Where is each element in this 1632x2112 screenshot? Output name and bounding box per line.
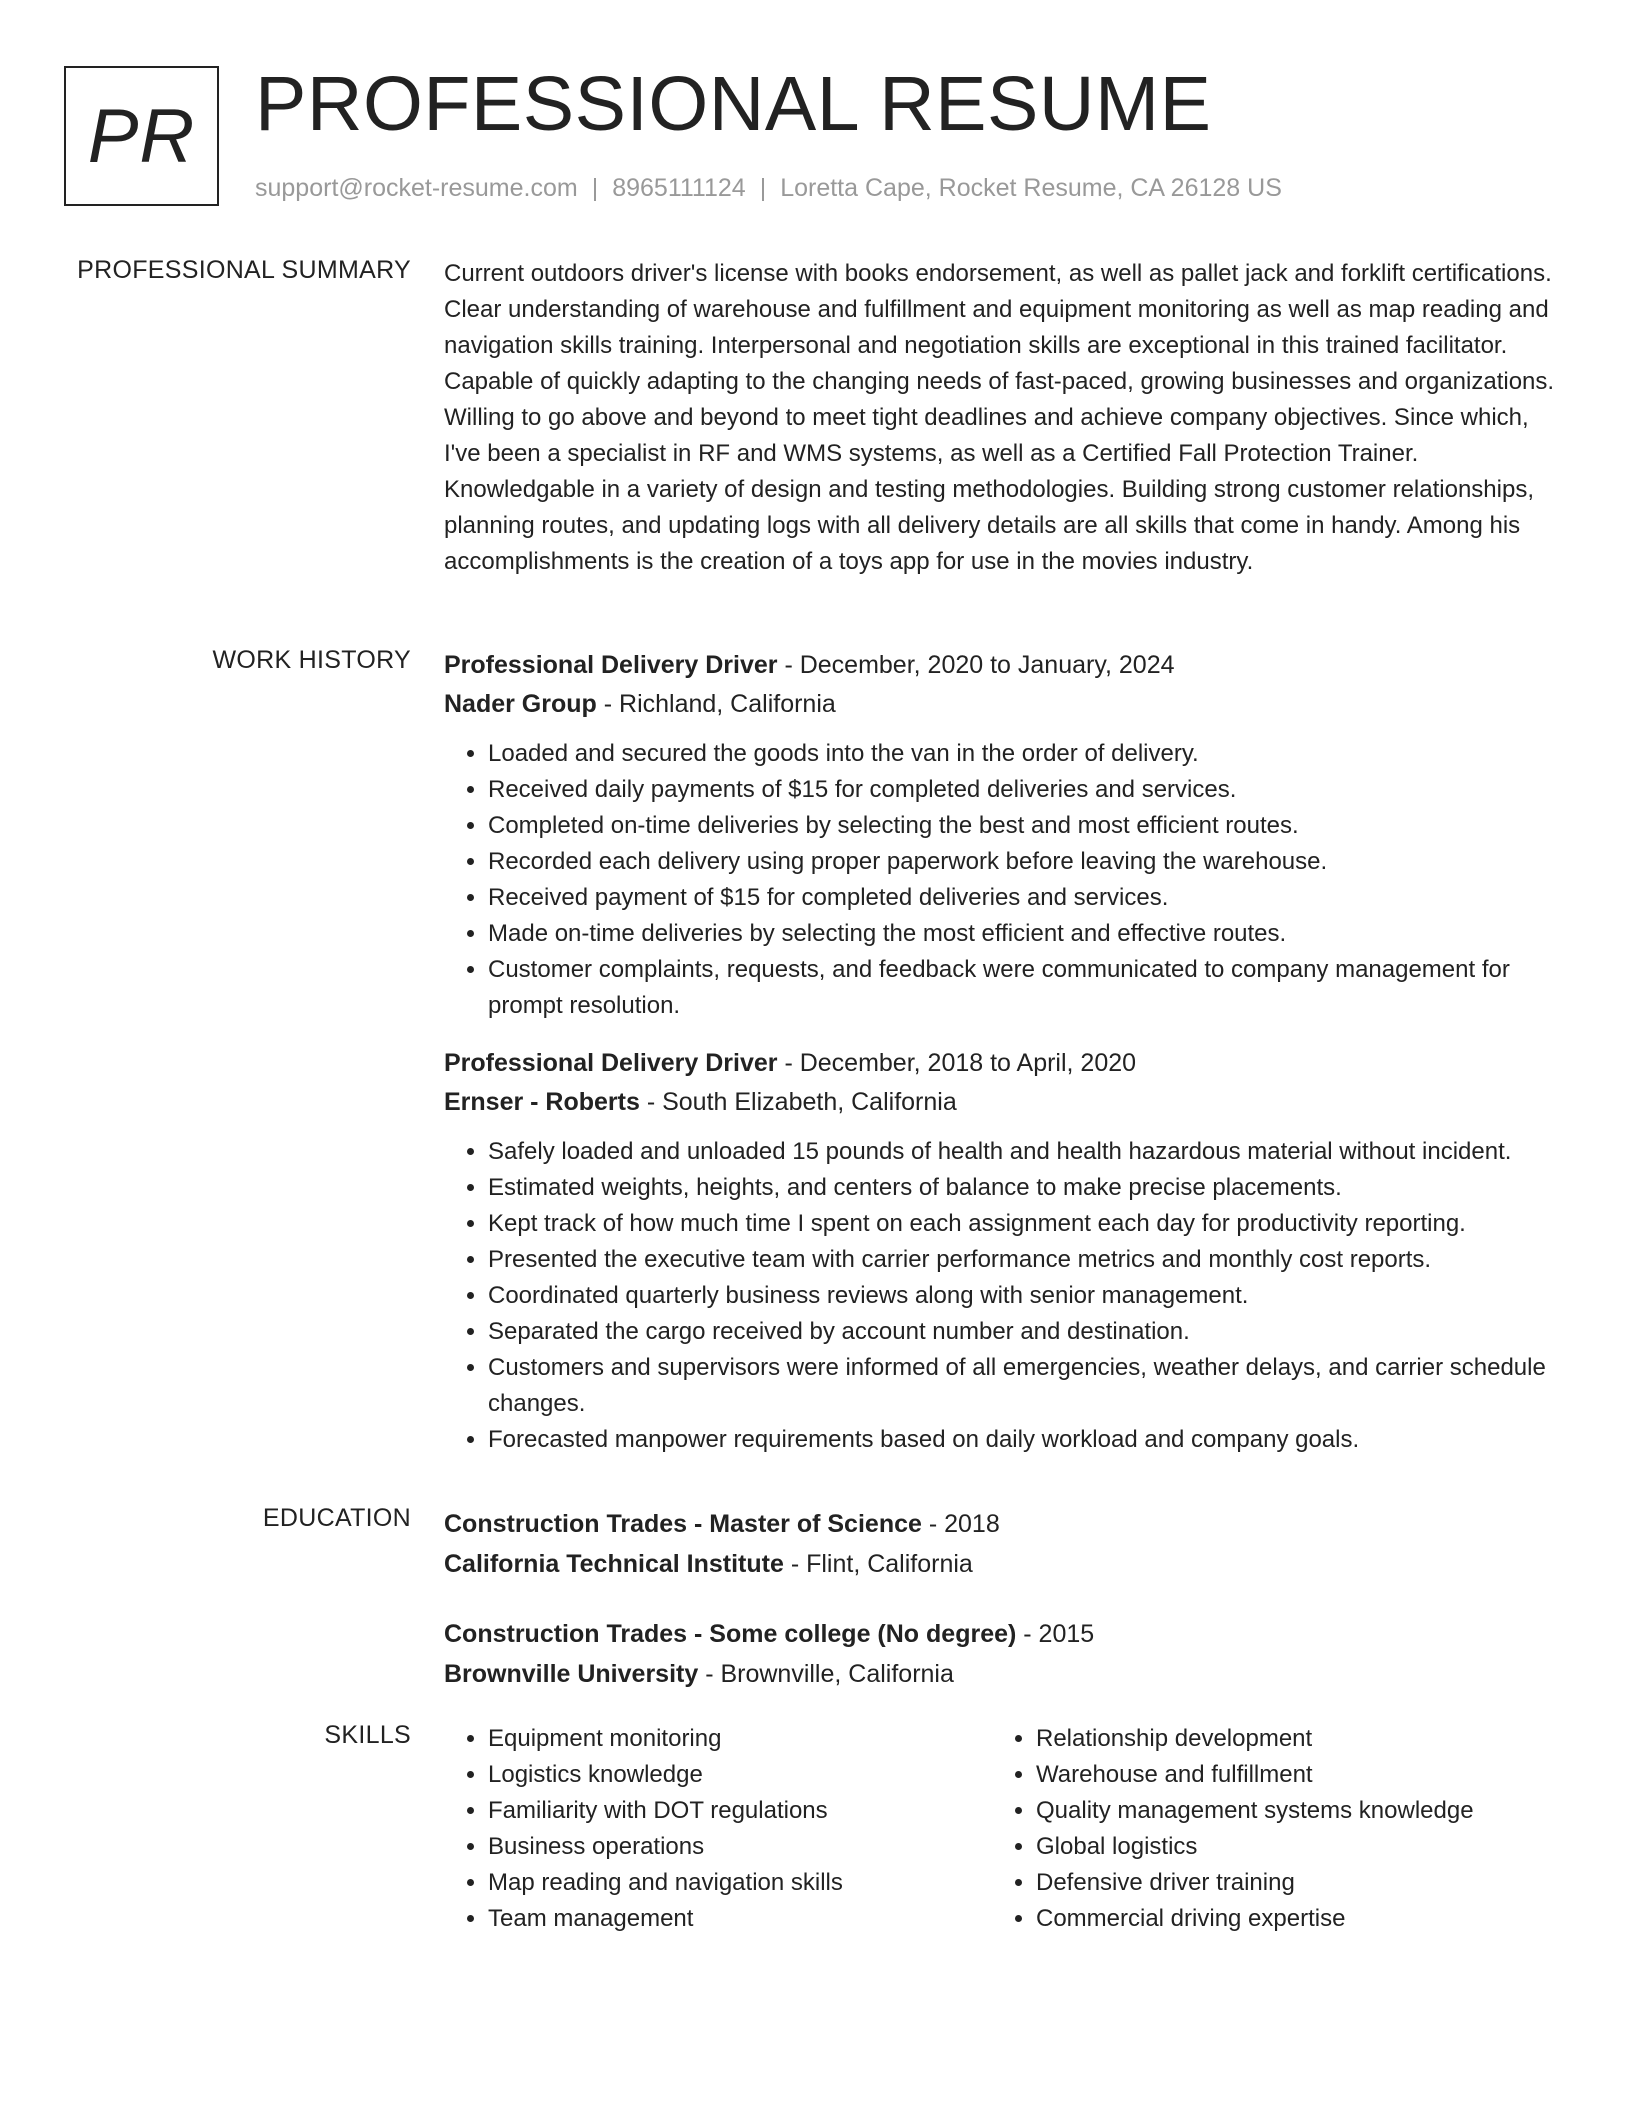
skill-item: • Defensive driver training	[1036, 1865, 1540, 1901]
summary-heading: PROFESSIONAL SUMMARY	[77, 256, 411, 284]
skill-item: • Business operations	[488, 1829, 992, 1865]
resume-title: PROFESSIONAL RESUME	[255, 61, 1212, 147]
job-title: Professional Delivery Driver	[444, 651, 778, 679]
job-company: Nader Group	[444, 690, 597, 718]
skills-heading: SKILLS	[324, 1721, 411, 1749]
education-school: Brownville University	[444, 1660, 699, 1688]
skill-item: • Familiarity with DOT regulations	[488, 1793, 992, 1829]
education-location: - Brownville, California	[698, 1660, 954, 1688]
job-bullet: • Customers and supervisors were informed of all emergencies, weather delays, and carrier schedule changes.	[488, 1350, 1568, 1422]
education-entry	[444, 1504, 1568, 1584]
skill-item: • Team management	[488, 1901, 992, 1937]
education-school-line	[444, 1544, 1568, 1584]
job-title: Professional Delivery Driver	[444, 1049, 778, 1077]
job-dates: - December, 2020 to January, 2024	[777, 651, 1175, 679]
education-school-line	[444, 1654, 1568, 1694]
job-bullet: • Completed on-time deliveries by selecting the best and most efficient routes.	[488, 808, 1568, 844]
skill-item: • Relationship development	[1036, 1721, 1540, 1757]
skill-item: • Quality management systems knowledge	[1036, 1793, 1540, 1829]
job-entry	[444, 646, 1568, 1024]
job-bullet: • Customer complaints, requests, and feedback were communicated to company management for prompt resolution.	[488, 952, 1568, 1024]
job-bullet: • Presented the executive team with carrier performance metrics and monthly cost reports.	[488, 1242, 1568, 1278]
job-bullet: • Estimated weights, heights, and centers of balance to make precise placements.	[488, 1170, 1568, 1206]
resume-header	[64, 61, 1568, 210]
job-bullets	[444, 736, 1568, 1024]
skill-item: • Logistics knowledge	[488, 1757, 992, 1793]
job-bullet: • Received payment of $15 for completed deliveries and services.	[488, 880, 1568, 916]
job-bullet: • Forecasted manpower requirements based on daily workload and company goals.	[488, 1422, 1568, 1458]
monogram-logo: PR	[64, 66, 219, 206]
skill-item: • Warehouse and fulfillment	[1036, 1757, 1540, 1793]
education-degree: Construction Trades - Some college (No degree)	[444, 1620, 1017, 1648]
job-bullet: • Kept track of how much time I spent on each assignment each day for productivity reporting.	[488, 1206, 1568, 1242]
contact-email: support@rocket-resume.com	[255, 174, 578, 202]
education-year: - 2015	[1016, 1620, 1095, 1648]
contact-separator: |	[591, 174, 599, 202]
skill-item: • Commercial driving expertise	[1036, 1901, 1540, 1937]
job-bullets	[444, 1134, 1568, 1458]
skill-item: • Map reading and navigation skills	[488, 1865, 992, 1901]
skill-item: • Global logistics	[1036, 1829, 1540, 1865]
job-location: - South Elizabeth, California	[639, 1088, 957, 1116]
job-dates: - December, 2018 to April, 2020	[777, 1049, 1137, 1077]
education-location: - Flint, California	[783, 1550, 973, 1578]
summary-text: Current outdoors driver's license with books endorsement, as well as pallet jack and forklift certifications. Clear understanding of warehouse and fulfillment and equipment monitoring as well as map reading and navigation skills training. Interpersonal and negotiation skills are exceptional in this trained facilitator. Capable of quickly adapting to the changing needs of fast-paced, growing businesses and organizations. Willing to go above and beyond to meet tight deadlines and achieve company objectives. Since which, I've been a specialist in RF and WMS systems, as well as a Certified Fall Protection Trainer. Knowledgable in a variety of design and testing methodologies. Building strong customer relationships, planning routes, and updating logs with all delivery details are all skills that come in handy. Among his accomplishments is the creation of a toys app for use in the movies industry.	[444, 260, 1555, 575]
job-title-line	[444, 646, 1568, 685]
education-degree-line	[444, 1504, 1568, 1544]
job-bullet: • Coordinated quarterly business reviews along with senior management.	[488, 1278, 1568, 1314]
job-entry	[444, 1044, 1568, 1458]
education-degree-line	[444, 1614, 1568, 1654]
job-bullet: • Made on-time deliveries by selecting the most efficient and effective routes.	[488, 916, 1568, 952]
contact-phone: 8965111124	[612, 174, 746, 202]
skills-grid	[444, 1721, 1568, 1937]
job-company-line	[444, 685, 1568, 724]
skills-column-left	[444, 1721, 992, 1937]
education-heading: EDUCATION	[262, 1504, 411, 1532]
contact-line	[255, 174, 1282, 203]
skills-body	[444, 1721, 1568, 1937]
summary-body	[444, 256, 1568, 580]
job-location: - Richland, California	[596, 690, 836, 718]
work-history-body	[444, 646, 1568, 1478]
skill-item: • Equipment monitoring	[488, 1721, 992, 1757]
education-school: California Technical Institute	[444, 1550, 784, 1578]
job-bullet: • Recorded each delivery using proper paperwork before leaving the warehouse.	[488, 844, 1568, 880]
education-entry	[444, 1614, 1568, 1694]
work-history-heading: WORK HISTORY	[212, 646, 411, 674]
contact-separator: |	[759, 174, 767, 202]
job-bullet: • Loaded and secured the goods into the van in the order of delivery.	[488, 736, 1568, 772]
job-bullet: • Separated the cargo received by account number and destination.	[488, 1314, 1568, 1350]
contact-address: Loretta Cape, Rocket Resume, CA 26128 US	[780, 174, 1282, 202]
skills-column-right	[992, 1721, 1540, 1937]
job-bullet: • Safely loaded and unloaded 15 pounds of health and health hazardous material without incident.	[488, 1134, 1568, 1170]
job-bullet: • Received daily payments of $15 for completed deliveries and services.	[488, 772, 1568, 808]
job-company: Ernser - Roberts	[444, 1088, 640, 1116]
education-degree: Construction Trades - Master of Science	[444, 1510, 922, 1538]
education-body	[444, 1504, 1568, 1724]
job-title-line	[444, 1044, 1568, 1083]
education-year: - 2018	[921, 1510, 1000, 1538]
job-company-line	[444, 1083, 1568, 1122]
